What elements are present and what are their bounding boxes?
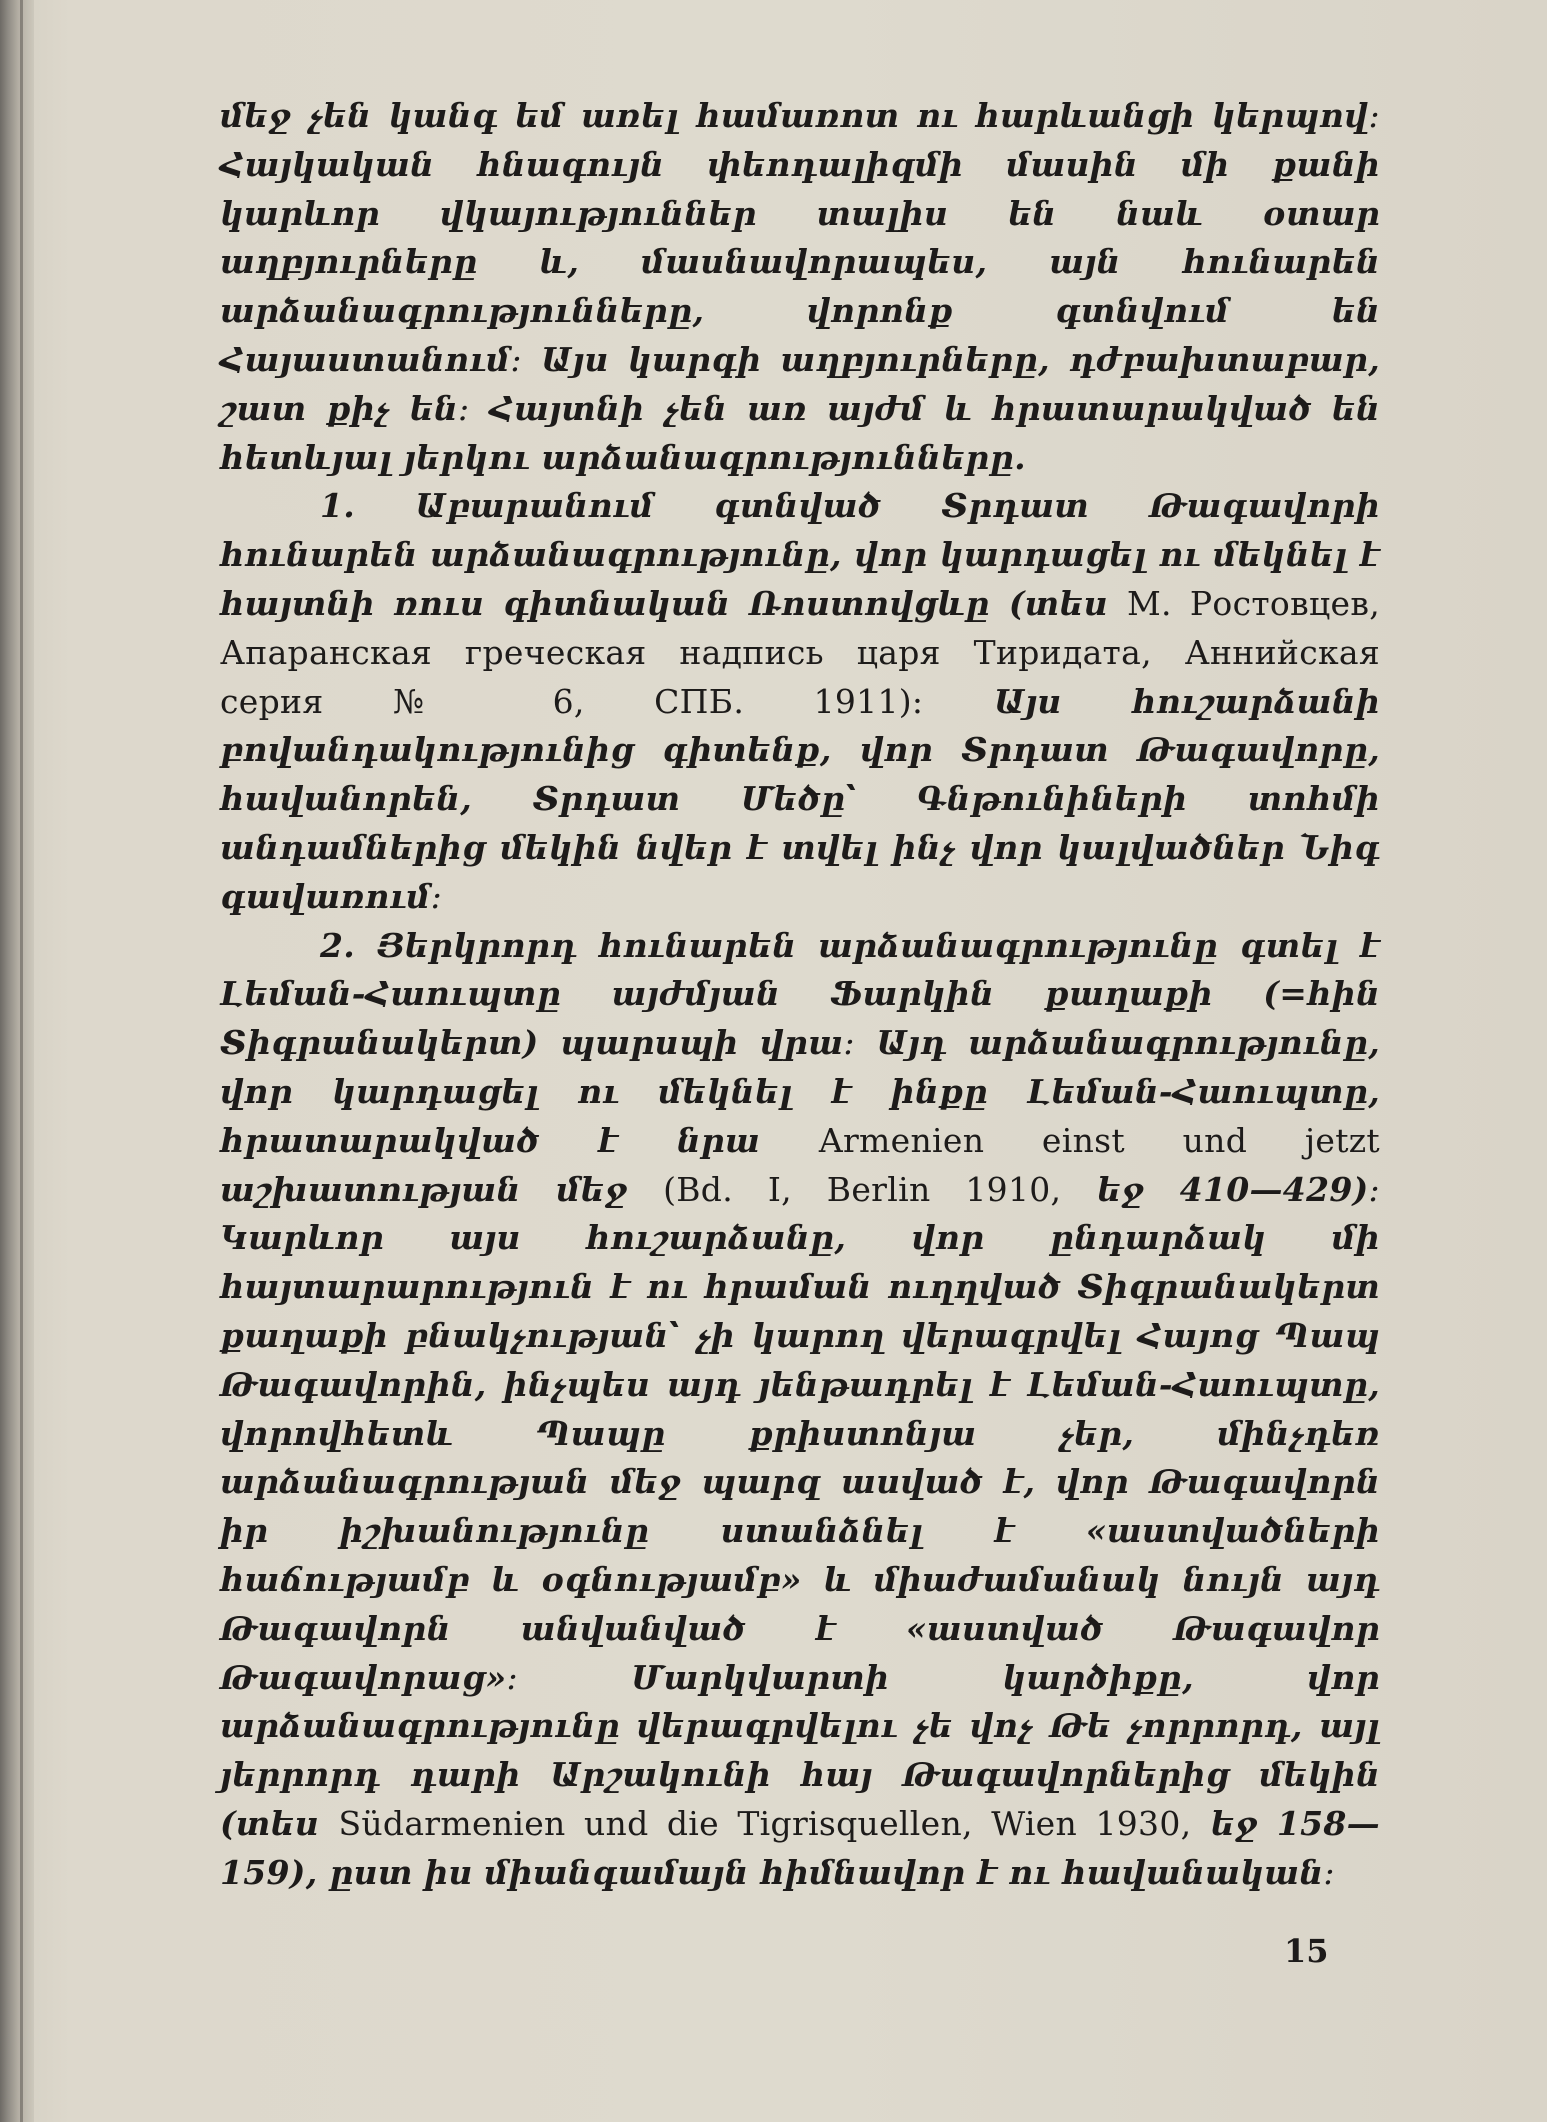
latin-cyrillic-run: Südarmenien und die Tigrisquellen, Wien 1930, <box>338 1803 1192 1843</box>
paragraph-item-1 <box>220 482 1380 921</box>
page-number: 15 <box>1284 1932 1329 1970</box>
armenian-run: Այս հուշարձանի բովանդակությունից գիտենք, վոր Տրդատ Թագավորը, հավանորեն, Տրդատ Մեծը՝ Գնթունիների տոհմի անդամներից մեկին նվեր է տվել ինչ վոր կալվածներ Նիգ գավառում։ <box>220 681 1380 916</box>
paragraph-intro-continuation <box>220 92 1380 482</box>
binding-edge-line <box>20 0 23 2122</box>
latin-cyrillic-run: М. Ростовцев, Апаранская греческая надпись царя Тиридата, Аннийская серия № 6, СПБ. 1911): <box>220 583 1380 721</box>
armenian-run: մեջ չեն կանգ եմ առել համառոտ ու հարևանցի կերպով։ Հայկական հնագույն փեոդալիզմի մասին մի քանի կարևոր վկայություններ տալիս են նաև օտար աղբյուրները և, մասնավորապես, այն հունարեն արձանագրությունները, վորոնք գտնվում են Հայաստանում։ Այս կարգի աղբյուրները, դժբախտաբար, շատ քիչ են։ Հայտնի չեն առ այժմ և հրատարակված են հետևյալ յերկու արձանագրությունները. <box>220 96 1380 477</box>
body-text <box>220 92 1380 1897</box>
armenian-run: 1. Աբարանում գտնված Տրդատ Թագավորի հունարեն արձանագրությունը, վոր կարդացել ու մեկնել է հայտնի ռուս գիտնական Ռոստովցևը (տես <box>220 486 1380 623</box>
armenian-run: 2. Յերկրորդ հունարեն արձանագրությունը գտել է Լեման-Հաուպտը այժմյան Ֆարկին քաղաքի (=հին Տիգրանակերտ) պարսպի վրա։ Այդ արձանագրությունը, վոր կարդացել ու մեկնել է ինքը Լեման-Հաուպտը, հրատարակված է նրա <box>220 925 1380 1160</box>
paragraph-item-2 <box>220 922 1380 1898</box>
page-binding-shadow <box>0 0 34 2122</box>
latin-cyrillic-run: (Bd. I, Berlin 1910, <box>663 1169 1062 1209</box>
armenian-run: եջ 158—159), ըստ իս միանգամայն հիմնավոր է ու հավանական։ <box>220 1803 1380 1892</box>
armenian-run: եջ 410—429)։ Կարևոր այս հուշարձանը, վոր ընդարձակ մի հայտարարություն է ու հրաման ուղղված Տիգրանակերտ քաղաքի բնակչության՝ չի կարող վերագրվել Հայոց Պապ Թագավորին, ինչպես այդ յենթադրել է Լեման-Հաուպտը, վորովհետև Պապը քրիստոնյա չեր, մինչդեռ արձանագրության մեջ պարզ ասված է, վոր Թագավորն իր իշխանությունը ստանձնել է «աստվածների հաճությամբ և օգնությամբ» և միաժամանակ նույն այդ Թագավորն անվանված է «աստված Թագավոր Թագավորաց»։ Մարկվարտի կարծիքը, վոր արձանագրությունը վերագրվելու չե վոչ Թե չորրորդ, այլ յերրորդ դարի Արշակունի հայ Թագավորներից մեկին (տես <box>220 1169 1381 1843</box>
latin-cyrillic-run: Armenien einst und jetzt <box>818 1120 1380 1160</box>
armenian-run: աշխատության մեջ <box>220 1169 664 1209</box>
